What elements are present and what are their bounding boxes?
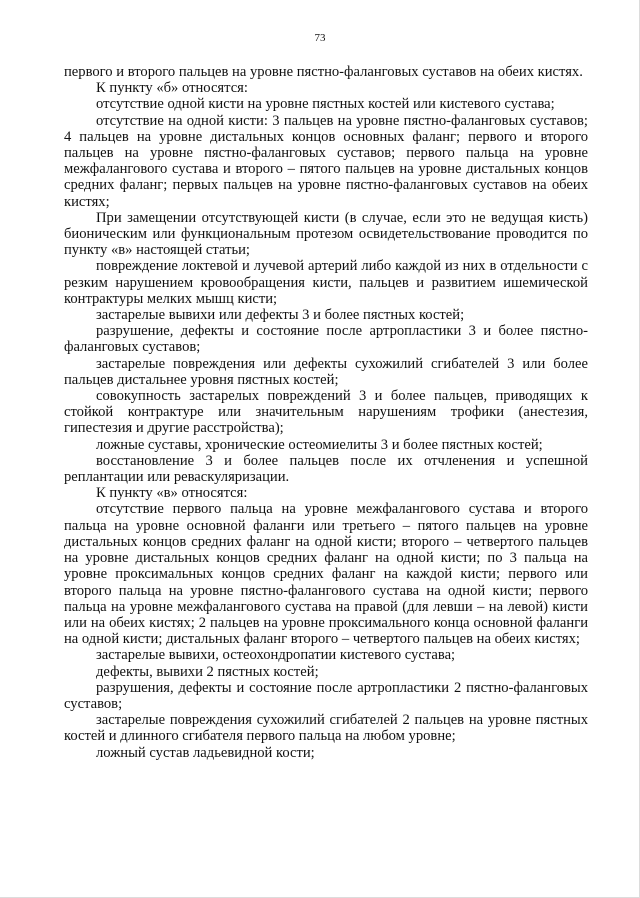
paragraph: отсутствие одной кисти на уровне пястных костей или кистевого сустава; [96, 96, 555, 113]
paragraph: разрушения, дефекты и состояние после артропластики 2 пястно-фаланговых суставов; [64, 679, 588, 712]
paragraph: застарелые вывихи или дефекты 3 и более пястных костей; [96, 307, 465, 324]
paragraph: При замещении отсутствующей кисти (в случае, если это не ведущая кисть) бионическим или функциональным протезом освидетельствование проводится по пункту «в» настоящей статьи; [64, 209, 588, 259]
paragraph: ложный сустав ладьевидной кости; [96, 744, 315, 761]
paragraph: совокупность застарелых повреждений 3 и более пальцев, приводящих к стойкой контрактуре или значительным нарушениям трофики (анестезия, гипестезия и другие расстройства); [64, 388, 588, 437]
paragraph: К пункту «в» относятся: [96, 485, 248, 502]
paragraph: отсутствие первого пальца на уровне межфалангового сустава и второго пальца на уровне основной фаланги или третьего – пятого пальцев на уровне дистальных концов средних фаланг на одной кисти; второго – четвертого пальцев на уровне дистальных концов средних фаланг на одной кисти; по 3 пальца на уровне проксимальных концов средних фаланг на каждой кисти; первого или второго пальца на уровне пястно-фалангового сустава на одной кисти; первого пальца на уровне межфалангового сустава на правой (для левши – на левой) кисти или на обеих кистях; 2 пальцев на уровне проксимального конца основной фаланги на одной кисти; дистальных фаланг второго – четвертого пальцев на обеих кистях; [64, 501, 588, 648]
paragraph: восстановление 3 и более пальцев после их отчленения и успешной реплантации или реваскуляризации. [64, 452, 588, 486]
paragraph: застарелые повреждения сухожилий сгибателей 2 пальцев на уровне пястных костей и длинного сгибателя первого пальца на любом уровне; [64, 712, 588, 745]
paragraph: первого и второго пальцев на уровне пястно-фаланговых суставов на обеих кистях. [64, 64, 583, 80]
paragraph: разрушение, дефекты и состояние после артропластики 3 и более пястно-фаланговых суставов; [64, 323, 588, 356]
paragraph: К пункту «б» относятся: [96, 80, 248, 97]
paragraph: застарелые повреждения или дефекты сухожилий сгибателей 3 или более пальцев дистальнее уровня пястных костей; [64, 355, 588, 388]
paragraph: отсутствие на одной кисти: 3 пальцев на уровне пястно-фаланговых суставов; 4 пальцев на уровне дистальных концов основных фаланг; первого и второго пальцев на уровне пястно-фаланговых суставов; первого пальца на уровне межфалангового сустава и второго – пятого пальцев на уровне дистальных концов средних фаланг; первых пальцев на уровне пястно-фаланговых суставов на обеих кистях; [64, 112, 588, 210]
paragraph: повреждение локтевой и лучевой артерий либо каждой из них в отдельности с резким нарушением кровообращения кисти, пальцев и развитием ишемической контрактуры мелких мышц кисти; [64, 258, 588, 307]
paragraph: ложные суставы, хронические остеомиелиты 3 и более пястных костей; [96, 436, 543, 453]
paragraph: дефекты, вывихи 2 пястных костей; [96, 663, 319, 680]
page-number: 73 [314, 32, 326, 44]
document-body [64, 64, 588, 761]
paragraph: застарелые вывихи, остеохондропатии кистевого сустава; [96, 647, 456, 664]
